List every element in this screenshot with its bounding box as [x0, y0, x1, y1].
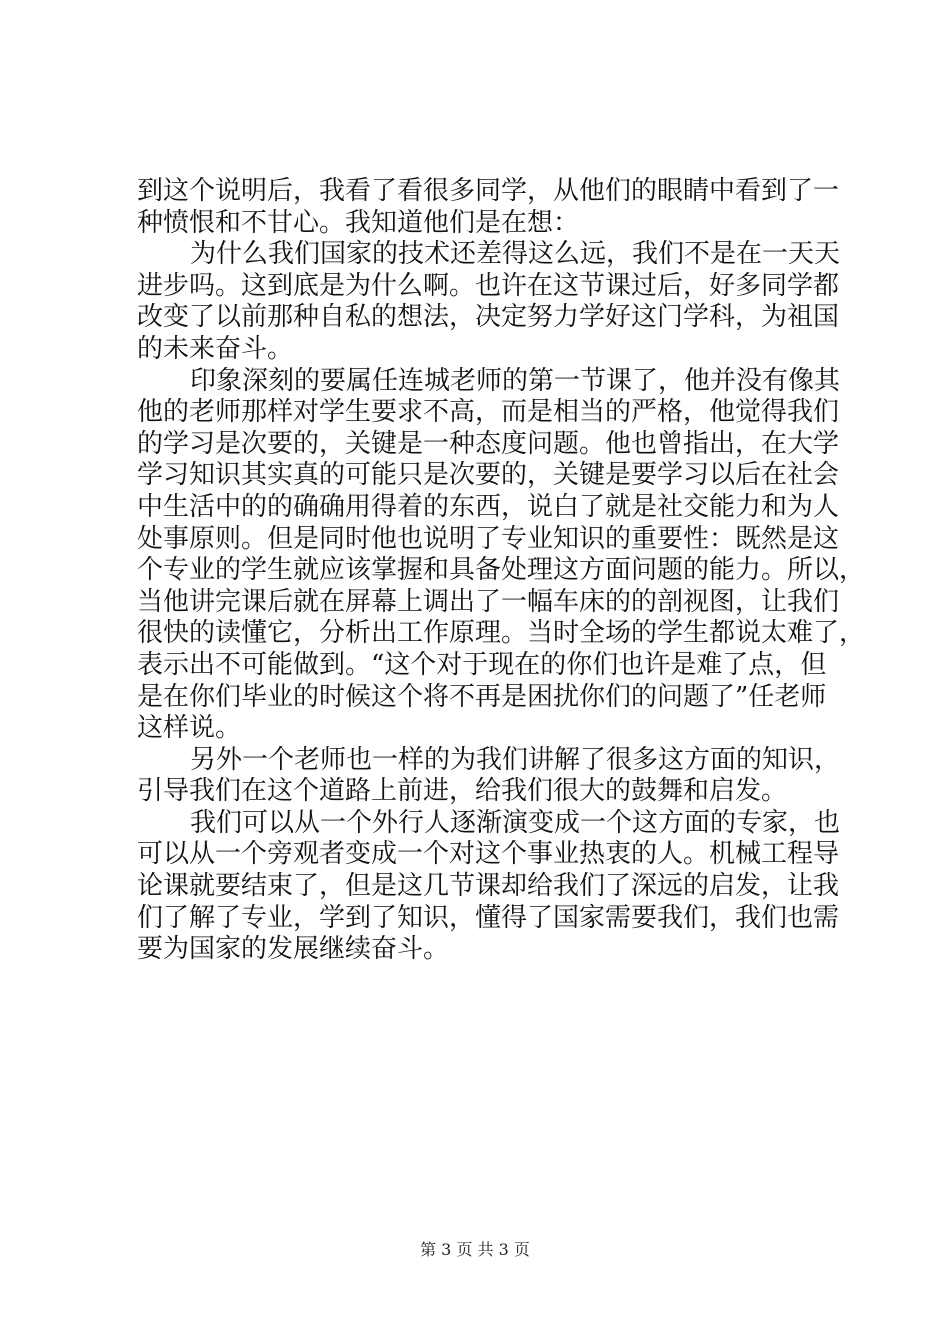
text-line: 这样说。: [137, 713, 242, 744]
text-line: 中生活中的的确确用得着的东西，说白了就是社交能力和为人: [137, 491, 840, 522]
text-line: 可以从一个旁观者变成一个对这个事业热衷的人。机械工程导: [137, 839, 840, 870]
text-line: 很快的读懂它，分析出工作原理。当时全场的学生都说太难了，: [137, 618, 866, 649]
text-line: 要为国家的发展继续奋斗。: [137, 934, 450, 965]
text-line: 表示出不可能做到。“这个对于现在的你们也许是难了点，但: [137, 649, 827, 680]
text-line: 到这个说明后，我看了看很多同学，从他们的眼睛中看到了一: [137, 176, 840, 206]
page-number: 第 3 页 共 3 页: [420, 1240, 530, 1259]
text-line: 印象深刻的要属任连城老师的第一节课了，他并没有像其: [190, 365, 841, 396]
text-line: 种愤恨和不甘心。我知道他们是在想：: [137, 207, 580, 238]
text-line: 另外一个老师也一样的为我们讲解了很多这方面的知识，: [190, 744, 841, 775]
text-line: 的学习是次要的，关键是一种态度问题。他也曾指出，在大学: [137, 428, 840, 459]
text-line: 们了解了专业，学到了知识，懂得了国家需要我们，我们也需: [137, 902, 840, 933]
text-line: 是在你们毕业的时候这个将不再是困扰你们的问题了”任老师: [137, 681, 827, 712]
text-line: 处事原则。但是同时他也说明了专业知识的重要性：既然是这: [137, 523, 840, 554]
text-line: 进步吗。这到底是为什么啊。也许在这节课过后，好多同学都: [137, 270, 840, 301]
text-line: 他的老师那样对学生要求不高，而是相当的严格，他觉得我们: [137, 397, 840, 428]
text-line: 的未来奋斗。: [137, 333, 294, 364]
text-line: 改变了以前那种自私的想法，决定努力学好这门学科，为祖国: [137, 302, 840, 333]
text-line: 个专业的学生就应该掌握和具备处理这方面问题的能力。所以，: [137, 555, 866, 586]
document-body: [137, 176, 866, 966]
text-line: 当他讲完课后就在屏幕上调出了一幅车床的的剖视图，让我们: [137, 586, 840, 617]
text-line: 学习知识其实真的可能只是次要的，关键是要学习以后在社会: [137, 460, 840, 491]
text-line: 为什么我们国家的技术还差得这么远，我们不是在一天天: [190, 239, 841, 270]
text-line: 引导我们在这个道路上前进，给我们很大的鼓舞和启发。: [137, 776, 788, 807]
text-line: 论课就要结束了，但是这几节课却给我们了深远的启发，让我: [137, 871, 840, 902]
text-line: 我们可以从一个外行人逐渐演变成一个这方面的专家，也: [190, 807, 841, 838]
